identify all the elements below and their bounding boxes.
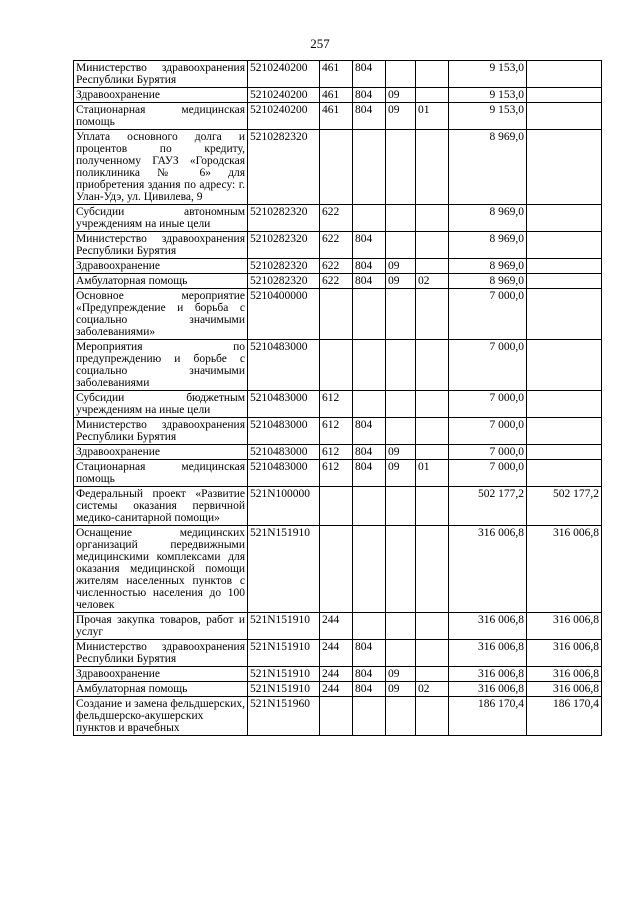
subsection-cell [416, 61, 449, 88]
section-cell [386, 391, 416, 418]
subsection-cell [416, 232, 449, 259]
target-article-cell: 521N151910 [248, 667, 320, 682]
ministry-code-cell: 804 [353, 445, 386, 460]
target-article-cell: 5210240200 [248, 61, 320, 88]
ministry-code-cell: 804 [353, 682, 386, 697]
amount-federal-cell: 186 170,4 [527, 697, 602, 736]
target-article-cell: 5210282320 [248, 232, 320, 259]
section-cell [386, 232, 416, 259]
target-article-cell: 521N151960 [248, 697, 320, 736]
subsection-cell [416, 526, 449, 613]
ministry-code-cell [353, 289, 386, 340]
amount-cell: 8 969,0 [449, 232, 527, 259]
subsection-cell [416, 391, 449, 418]
amount-cell: 186 170,4 [449, 697, 527, 736]
expense-type-cell: 461 [320, 88, 353, 103]
expense-type-cell: 244 [320, 667, 353, 682]
ministry-code-cell: 804 [353, 259, 386, 274]
target-article-cell: 5210400000 [248, 289, 320, 340]
expense-name-cell: Министерство здравоохранения Республики Бурятия [74, 232, 248, 259]
expense-name-cell: Здравоохранение [74, 667, 248, 682]
section-cell [386, 487, 416, 526]
section-cell: 09 [386, 445, 416, 460]
expense-name-cell: Министерство здравоохранения Республики Бурятия [74, 418, 248, 445]
target-article-cell: 521N151910 [248, 640, 320, 667]
amount-cell: 7 000,0 [449, 460, 527, 487]
subsection-cell [416, 640, 449, 667]
table-row [74, 445, 602, 460]
subsection-cell [416, 130, 449, 205]
expense-type-cell: 612 [320, 418, 353, 445]
ministry-code-cell: 804 [353, 61, 386, 88]
amount-cell: 7 000,0 [449, 418, 527, 445]
amount-federal-cell [527, 130, 602, 205]
expense-name-cell: Здравоохранение [74, 88, 248, 103]
amount-federal-cell: 316 006,8 [527, 682, 602, 697]
amount-cell: 7 000,0 [449, 340, 527, 391]
expense-type-cell [320, 697, 353, 736]
subsection-cell [416, 445, 449, 460]
amount-cell: 8 969,0 [449, 274, 527, 289]
expense-name-cell: Субсидии бюджетным учреждениям на иные цели [74, 391, 248, 418]
expense-name-cell: Министерство здравоохранения Республики Бурятия [74, 61, 248, 88]
table-row [74, 697, 602, 736]
expense-name-cell: Субсидии автономным учреждениям на иные цели [74, 205, 248, 232]
expense-type-cell [320, 130, 353, 205]
amount-cell: 316 006,8 [449, 613, 527, 640]
section-cell [386, 289, 416, 340]
section-cell [386, 697, 416, 736]
amount-federal-cell [527, 418, 602, 445]
section-cell [386, 130, 416, 205]
ministry-code-cell: 804 [353, 232, 386, 259]
expense-name-cell: Министерство здравоохранения Республики Бурятия [74, 640, 248, 667]
section-cell [386, 61, 416, 88]
ministry-code-cell: 804 [353, 460, 386, 487]
expense-type-cell: 612 [320, 460, 353, 487]
target-article-cell: 5210240200 [248, 103, 320, 130]
expense-name-cell: Основное мероприятие «Предупреждение и борьба с социально значимыми заболеваниями» [74, 289, 248, 340]
target-article-cell: 5210483000 [248, 445, 320, 460]
section-cell [386, 613, 416, 640]
amount-federal-cell [527, 61, 602, 88]
section-cell [386, 640, 416, 667]
expense-type-cell: 244 [320, 682, 353, 697]
amount-cell: 316 006,8 [449, 682, 527, 697]
expense-type-cell: 622 [320, 205, 353, 232]
target-article-cell: 521N151910 [248, 613, 320, 640]
amount-federal-cell [527, 274, 602, 289]
amount-federal-cell [527, 205, 602, 232]
section-cell: 09 [386, 88, 416, 103]
expense-type-cell: 244 [320, 640, 353, 667]
table-row [74, 103, 602, 130]
expense-name-cell: Амбулаторная помощь [74, 274, 248, 289]
target-article-cell: 5210282320 [248, 205, 320, 232]
expense-type-cell: 612 [320, 445, 353, 460]
table-row [74, 418, 602, 445]
table-row [74, 274, 602, 289]
section-cell: 09 [386, 460, 416, 487]
ministry-code-cell [353, 391, 386, 418]
section-cell: 09 [386, 259, 416, 274]
ministry-code-cell: 804 [353, 274, 386, 289]
section-cell: 09 [386, 103, 416, 130]
target-article-cell: 5210282320 [248, 259, 320, 274]
amount-federal-cell [527, 289, 602, 340]
amount-federal-cell [527, 232, 602, 259]
ministry-code-cell [353, 340, 386, 391]
expense-name-cell: Амбулаторная помощь [74, 682, 248, 697]
target-article-cell: 5210282320 [248, 274, 320, 289]
amount-cell: 7 000,0 [449, 445, 527, 460]
ministry-code-cell: 804 [353, 640, 386, 667]
section-cell: 09 [386, 667, 416, 682]
amount-cell: 9 153,0 [449, 103, 527, 130]
subsection-cell [416, 340, 449, 391]
table-row [74, 289, 602, 340]
ministry-code-cell [353, 613, 386, 640]
expense-type-cell: 244 [320, 613, 353, 640]
expense-type-cell [320, 289, 353, 340]
ministry-code-cell: 804 [353, 667, 386, 682]
expense-name-cell: Создание и замена фельдшерских, фельдшерско-акушерских пунктов и врачебных [74, 697, 248, 736]
table-row [74, 613, 602, 640]
expense-type-cell [320, 340, 353, 391]
amount-federal-cell: 316 006,8 [527, 640, 602, 667]
expense-type-cell: 612 [320, 391, 353, 418]
target-article-cell: 5210483000 [248, 391, 320, 418]
table-row [74, 259, 602, 274]
table-row [74, 205, 602, 232]
page-number: 257 [310, 36, 330, 51]
target-article-cell: 5210483000 [248, 340, 320, 391]
amount-cell: 316 006,8 [449, 640, 527, 667]
table-row [74, 682, 602, 697]
amount-federal-cell: 316 006,8 [527, 667, 602, 682]
table-row [74, 232, 602, 259]
amount-cell: 8 969,0 [449, 205, 527, 232]
amount-federal-cell: 316 006,8 [527, 613, 602, 640]
ministry-code-cell [353, 130, 386, 205]
expense-name-cell: Стационарная медицинская помощь [74, 460, 248, 487]
section-cell [386, 340, 416, 391]
section-cell: 09 [386, 274, 416, 289]
subsection-cell [416, 418, 449, 445]
table-row [74, 640, 602, 667]
amount-cell: 8 969,0 [449, 130, 527, 205]
table-body [74, 61, 602, 736]
target-article-cell: 521N100000 [248, 487, 320, 526]
subsection-cell: 01 [416, 103, 449, 130]
amount-federal-cell: 502 177,2 [527, 487, 602, 526]
table-row [74, 460, 602, 487]
amount-federal-cell [527, 391, 602, 418]
amount-cell: 316 006,8 [449, 526, 527, 613]
expense-name-cell: Прочая закупка товаров, работ и услуг [74, 613, 248, 640]
expense-type-cell: 622 [320, 232, 353, 259]
expense-type-cell [320, 526, 353, 613]
expense-name-cell: Уплата основного долга и процентов по кредиту, полученному ГАУЗ «Городская поликлиника № 6» для приобретения здания по адресу: г. Улан-Удэ, ул. Цивилева, 9 [74, 130, 248, 205]
section-cell [386, 205, 416, 232]
expense-type-cell: 622 [320, 274, 353, 289]
expense-name-cell: Здравоохранение [74, 445, 248, 460]
section-cell: 09 [386, 682, 416, 697]
amount-federal-cell [527, 103, 602, 130]
subsection-cell: 01 [416, 460, 449, 487]
table-row [74, 61, 602, 88]
subsection-cell: 02 [416, 274, 449, 289]
subsection-cell [416, 289, 449, 340]
ministry-code-cell [353, 205, 386, 232]
subsection-cell [416, 613, 449, 640]
expense-type-cell: 461 [320, 103, 353, 130]
target-article-cell: 5210240200 [248, 88, 320, 103]
ministry-code-cell: 804 [353, 103, 386, 130]
amount-federal-cell [527, 445, 602, 460]
amount-federal-cell [527, 340, 602, 391]
target-article-cell: 5210282320 [248, 130, 320, 205]
table-row [74, 391, 602, 418]
amount-cell: 9 153,0 [449, 61, 527, 88]
table-row [74, 487, 602, 526]
amount-federal-cell [527, 460, 602, 487]
table-row [74, 130, 602, 205]
target-article-cell: 521N151910 [248, 526, 320, 613]
amount-cell: 7 000,0 [449, 391, 527, 418]
ministry-code-cell [353, 487, 386, 526]
target-article-cell: 5210483000 [248, 460, 320, 487]
amount-cell: 9 153,0 [449, 88, 527, 103]
expense-name-cell: Мероприятия по предупреждению и борьбе с социально значимыми заболеваниями [74, 340, 248, 391]
ministry-code-cell: 804 [353, 88, 386, 103]
section-cell [386, 418, 416, 445]
ministry-code-cell [353, 697, 386, 736]
table-row [74, 88, 602, 103]
amount-federal-cell: 316 006,8 [527, 526, 602, 613]
table-row [74, 526, 602, 613]
expense-name-cell: Стационарная медицинская помощь [74, 103, 248, 130]
subsection-cell [416, 487, 449, 526]
expense-type-cell [320, 487, 353, 526]
amount-federal-cell [527, 259, 602, 274]
expense-type-cell: 461 [320, 61, 353, 88]
subsection-cell [416, 205, 449, 232]
table-row [74, 340, 602, 391]
amount-cell: 7 000,0 [449, 289, 527, 340]
subsection-cell [416, 667, 449, 682]
budget-table [73, 60, 602, 736]
target-article-cell: 5210483000 [248, 418, 320, 445]
expense-name-cell: Федеральный проект «Развитие системы оказания первичной медико-санитарной помощи» [74, 487, 248, 526]
expense-type-cell: 622 [320, 259, 353, 274]
target-article-cell: 521N151910 [248, 682, 320, 697]
expense-name-cell: Здравоохранение [74, 259, 248, 274]
table-row [74, 667, 602, 682]
amount-federal-cell [527, 88, 602, 103]
expense-name-cell: Оснащение медицинских организаций передвижными медицинскими комплексами для оказания медицинской помощи жителям населенных пунктов с численностью населения до 100 человек [74, 526, 248, 613]
amount-cell: 316 006,8 [449, 667, 527, 682]
subsection-cell [416, 88, 449, 103]
ministry-code-cell: 804 [353, 418, 386, 445]
ministry-code-cell [353, 526, 386, 613]
subsection-cell: 02 [416, 682, 449, 697]
section-cell [386, 526, 416, 613]
amount-cell: 502 177,2 [449, 487, 527, 526]
subsection-cell [416, 697, 449, 736]
subsection-cell [416, 259, 449, 274]
amount-cell: 8 969,0 [449, 259, 527, 274]
